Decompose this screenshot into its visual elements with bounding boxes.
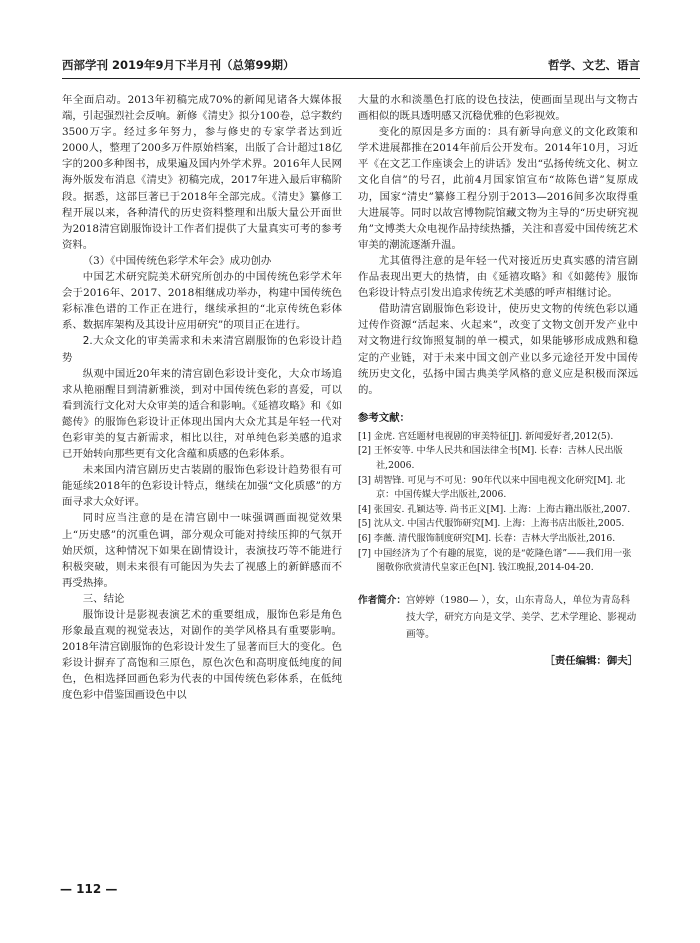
page-number: — 112 — bbox=[60, 882, 118, 896]
running-header bbox=[62, 53, 640, 75]
author-bio-label: 作者简介： bbox=[358, 594, 406, 606]
reference-item: [7] 中国经济为了个有趣的展览，说的是“乾隆色谱”——我们用一张图敬你欣赏清代皇家正色[N]. 钱江晚报,2014-04-20. bbox=[358, 547, 632, 574]
subheading: （3）《中国传统色彩学术年会》成功创办 bbox=[82, 254, 272, 267]
reference-item: [2] 王怀安等. 中华人民共和国法律全书[M]. 长春：吉林人民出版社,2006. bbox=[358, 445, 623, 472]
responsible-editor: ［责任编辑：御夫］ bbox=[544, 654, 638, 667]
reference-item: [1] 金虎. 宫廷题材电视剧的审美特征[J]. 新闻爱好者,2012(5). bbox=[358, 430, 614, 442]
right-column bbox=[358, 92, 638, 669]
paragraph: 未来国内清宫剧历史古装剧的服饰色彩设计趋势很有可能延续2018年的色彩设计特点，继续在加强“文化质感”的方面寻求大众好评。 bbox=[62, 464, 342, 509]
references-heading: 参考文献： bbox=[358, 411, 410, 424]
reference-item: [5] 沈从文. 中国古代服饰研究[M]. 上海：上海书店出版社,2005. bbox=[358, 518, 625, 530]
section-title: 哲学、文艺、语言 bbox=[548, 58, 640, 72]
paragraph: 服饰设计是影视表演艺术的重要组成，服饰色彩是角色形象最直观的视觉表达，对剧作的美学风格具有重要影响。2018年清宫剧服饰的色彩设计发生了显著而巨大的变化。色彩设计摒弃了高饱和三原色，原色次色和高明度低纯度的间色，色相选择回画色彩为代表的中国传统色彩体系，在低纯度色彩中借鉴国画设色中以 bbox=[62, 609, 342, 702]
paragraph: 借助清宫剧服饰色彩设计，使历史文物的传统色彩以通过传作资源“活起来、火起来”，改变了文物文创开发产业中对文物进行纹饰照复制的单一模式，如果能够形成成熟和稳定的产业链，对于未来中国文创产业以多元途径开发中国传统历史文化，弘扬中国古典美学风格的意义应是积极而深远的。 bbox=[358, 303, 638, 396]
left-column bbox=[62, 92, 342, 704]
paragraph: 纵观中国近20年来的清宫剧色彩设计变化，大众市场追求从艳丽醒目到清新雅淡，到对中国传统色彩的喜爱，可以看到流行文化对大众审美的适合和影响。《延禧攻略》和《如懿传》的服饰色彩设计正体现出国内大众尤其是年轻一代对色彩审美的复古新需求，相比以往，对单纯色彩美感的追求已开始转向那些更有文化含蕴和质感的色彩体系。 bbox=[62, 367, 342, 461]
author-bio-text: 宫婷婷（1980— ），女，山东青岛人，单位为青岛科技大学，研究方向是文学、美学、艺术学理论、影视动画等。 bbox=[405, 594, 637, 640]
section-heading: 2.大众文化的审美需求和未来清宫剧服饰的色彩设计趋势 bbox=[62, 335, 342, 364]
reference-item: [4] 张国安. 孔颖达等. 尚书正义[M]. 上海：上海古籍出版社,2007. bbox=[358, 503, 631, 515]
reference-item: [3] 胡智锋. 可见与不可见：90年代以来中国电视文化研究[M]. 北京：中国传媒大学出版社,2006. bbox=[358, 474, 626, 501]
journal-title: 西部学刊 2019年9月下半月刊（总第99期） bbox=[62, 58, 295, 72]
header-rule bbox=[62, 78, 640, 79]
paragraph: 同时应当注意的是在清宫剧中一味强调画面视觉效果上“历史感”的沉重色调，部分观众可能对持续压抑的气氛开始厌烦，这种情况下如果在剧情设计，表演技巧等不能进行积极突破，则未来很有可能因为失去了视感上的新鲜感而不再受热捧。 bbox=[62, 512, 342, 589]
paragraph: 中国艺术研究院美术研究所创办的中国传统色彩学术年会于2016年、2017、2018相继成功举办，构建中国传统色彩标准色谱的工作正在进行，继续承担的“北京传统色彩体系、数据库架构及其设计应用研究”的项目正在进行。 bbox=[62, 271, 342, 332]
paragraph: 年全面启动。2013年初稿完成70%的新闻见诸各大媒体报端，引起强烈社会反响。新修《清史》拟分100卷，总字数约3500万字。经过多年努力，参与修史的专家学者达到近2000人，整理了200多万件原始档案，出版了合计超过18亿字的200多种图书，成果遍及国内外学术界。2016年人民网海外版发布消息《清史》初稿完成，2017年进入最后审稿阶段。据悉，这部巨著已于2018年全部完成。《清史》纂修工程开展以来，各种清代的历史资料整理和出版大量公开面世为2018清宫剧服饰设计工作者们提供了大量真实可考的参考资料。 bbox=[62, 94, 342, 251]
author-bio bbox=[358, 592, 638, 643]
reference-list bbox=[358, 430, 638, 576]
paragraph: 尤其值得注意的是年轻一代对接近历史真实感的清宫剧作品表现出更大的热情，由《延禧攻略》和《如懿传》服饰色彩设计特点引发出追求传统艺术美感的呼声相继讨论。 bbox=[358, 254, 638, 300]
reference-item: [6] 李薇. 清代服饰制度研究[M]. 长春：吉林大学出版社,2016. bbox=[358, 533, 616, 545]
paragraph: 大量的水和淡墨色打底的设色技法，使画面呈现出与文物古画相似的既具透明感又沉稳优雅的色彩视效。 bbox=[358, 94, 638, 123]
paragraph: 变化的原因是多方面的：具有新导向意义的文化政策和学术进展都推在2014年前后公开发布。2014年10月，习近平《在文艺工作座谈会上的讲话》发出“弘扬传统文化、树立文化自信”的号召，此前4月国家馆宣布“故陈色谱”复原成功，国家“清史”纂修工程分别于2013—2016间多次取得重大进展等。同时以故宫博物院馆藏文物为主导的“历史研究视角”文博类大众电视作品持续热播，关注和喜爱中国传统艺术审美的潮流逐渐升温。 bbox=[358, 126, 638, 251]
section-heading: 三、结论 bbox=[82, 592, 125, 605]
